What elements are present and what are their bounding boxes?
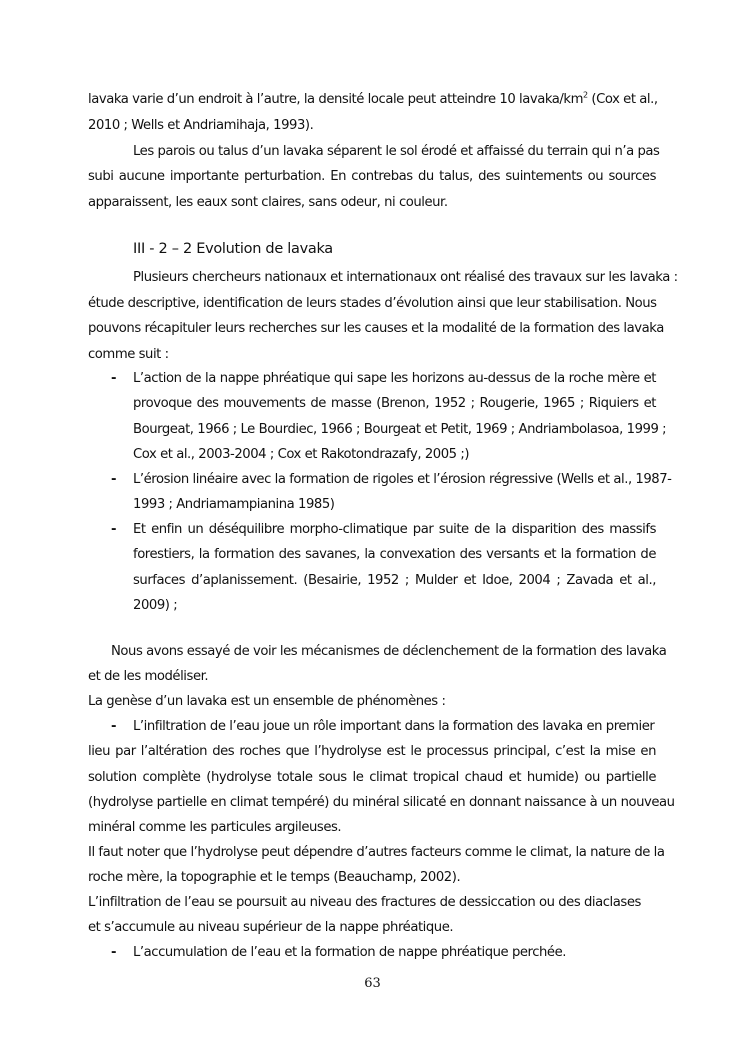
paragraph-line: subi aucune importante perturbation. En contrebas du talus, des suintements ou sources (88, 169, 656, 184)
list-item-line: 2009) ; (133, 598, 178, 613)
paragraph-line: et de les modéliser. (88, 669, 209, 684)
paragraph-line: et s’accumule au niveau supérieur de la nappe phréatique. (88, 920, 454, 935)
page-number: 63 (364, 976, 381, 991)
paragraph-line: (hydrolyse partielle en climat tempéré) du minéral silicaté en donnant naissance à un nouveau (88, 795, 675, 810)
bullet-marker: - (111, 719, 117, 734)
bullet-marker: - (111, 371, 117, 386)
section-heading: III - 2 – 2 Evolution de lavaka (133, 241, 333, 257)
list-item-line: surfaces d’aplanissement. (Besairie, 1952 ; Mulder et Idoe, 2004 ; Zavada et al., (133, 573, 656, 588)
paragraph-line (88, 92, 656, 108)
paragraph-line: Les parois ou talus d’un lavaka séparent le sol érodé et affaissé du terrain qui n’a pas (133, 144, 660, 159)
list-item-line: L’action de la nappe phréatique qui sape les horizons au-dessus de la roche mère et (133, 371, 656, 386)
paragraph-line: lieu par l’altération des roches que l’hydrolyse est le processus principal, c’est la mise en (88, 744, 656, 759)
bullet-marker: - (111, 472, 117, 487)
paragraph-line: Nous avons essayé de voir les mécanismes de déclenchement de la formation des lavaka (111, 644, 667, 659)
paragraph-line: minéral comme les particules argileuses. (88, 820, 342, 835)
paragraph-line: pouvons récapituler leurs recherches sur les causes et la modalité de la formation des lavaka (88, 321, 664, 336)
list-item-line: Cox et al., 2003-2004 ; Cox et Rakotondrazafy, 2005 ;) (133, 447, 470, 462)
paragraph-line: Il faut noter que l’hydrolyse peut dépendre d’autres facteurs comme le climat, la nature de la (88, 845, 665, 860)
bullet-marker: - (111, 522, 117, 537)
paragraph-line: roche mère, la topographie et le temps (Beauchamp, 2002). (88, 870, 461, 885)
list-item-line: L’érosion linéaire avec la formation de rigoles et l’érosion régressive (Wells et al., 1987- (133, 472, 672, 487)
superscript: 2 (583, 90, 588, 100)
paragraph-line: L’infiltration de l’eau se poursuit au niveau des fractures de dessiccation ou des diaclases (88, 895, 641, 910)
text-run: lavaka varie d’un endroit à l’autre, la densité locale peut atteindre 10 lavaka/km (88, 92, 584, 107)
paragraph-line: Plusieurs chercheurs nationaux et internationaux ont réalisé des travaux sur les lavaka : (133, 270, 678, 285)
paragraph-line: étude descriptive, identification de leurs stades d’évolution ainsi que leur stabilisation. Nous (88, 296, 657, 311)
paragraph-line: La genèse d’un lavaka est un ensemble de phénomènes : (88, 694, 446, 709)
list-item-line: Bourgeat, 1966 ; Le Bourdiec, 1966 ; Bourgeat et Petit, 1969 ; Andriambolasoa, 1999 ; (133, 422, 667, 437)
list-item-line: provoque des mouvements de masse (Brenon, 1952 ; Rougerie, 1965 ; Riquiers et (133, 396, 656, 411)
text-run: (Cox et al., (587, 92, 658, 107)
paragraph-line: apparaissent, les eaux sont claires, sans odeur, ni couleur. (88, 195, 448, 210)
paragraph-line: comme suit : (88, 347, 169, 362)
paragraph-line: 2010 ; Wells et Andriamihaja, 1993). (88, 118, 314, 133)
paragraph-line: solution complète (hydrolyse totale sous le climat tropical chaud et humide) ou partielle (88, 770, 656, 785)
list-item-line: forestiers, la formation des savanes, la convexation des versants et la formation de (133, 547, 656, 562)
list-item-line: L’accumulation de l’eau et la formation de nappe phréatique perchée. (133, 945, 566, 960)
list-item-line: L’infiltration de l’eau joue un rôle important dans la formation des lavaka en premier (133, 719, 655, 734)
list-item-line: 1993 ; Andriamampianina 1985) (133, 497, 335, 512)
list-item-line: Et enfin un déséquilibre morpho-climatique par suite de la disparition des massifs (133, 522, 656, 537)
bullet-marker: - (111, 945, 117, 960)
